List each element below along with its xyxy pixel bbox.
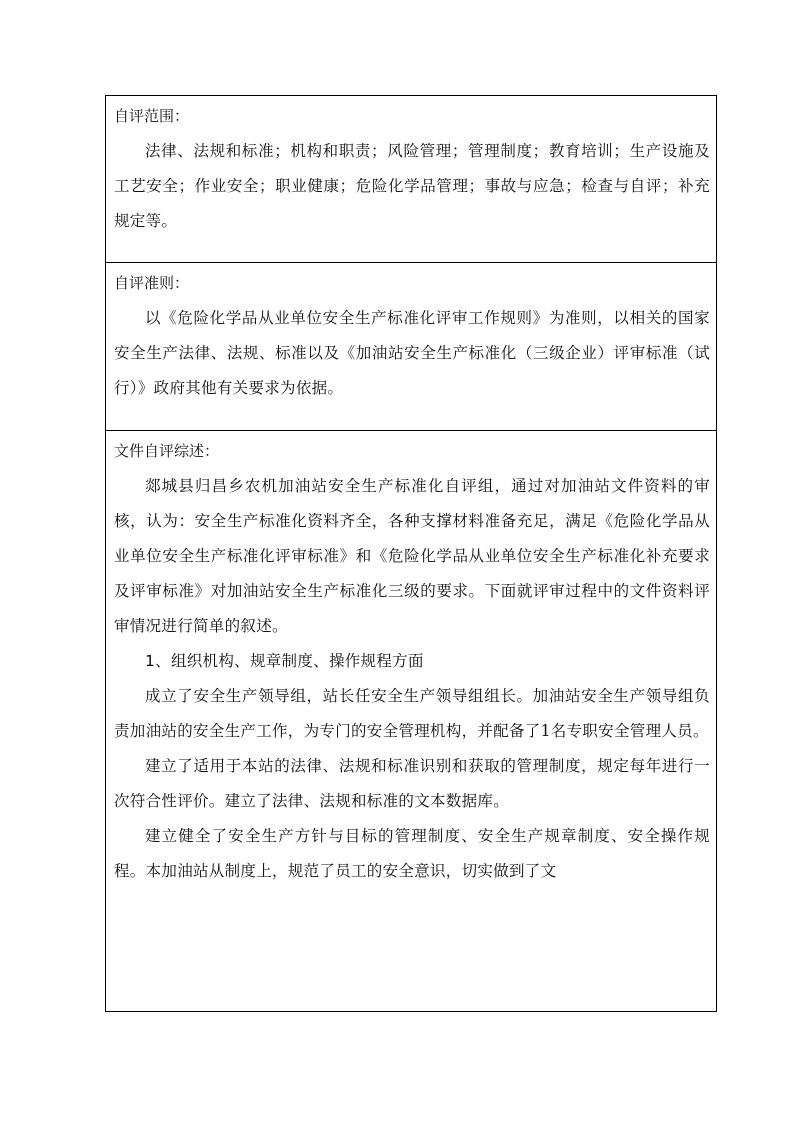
summary-cell: [106, 431, 717, 1012]
scope-title: 自评范围：: [114, 107, 190, 125]
criteria-cell: [106, 263, 717, 431]
scope-row: [106, 96, 717, 263]
organization-paragraph: 成立了安全生产领导组，站长任安全生产领导组组长。加油站安全生产领导组负责加油站的安全生产工作，为专门的安全管理机构，并配备了1名专职安全管理人员。: [114, 687, 710, 740]
criteria-title: 自评准则：: [114, 274, 190, 292]
summary-title: 文件自评综述：: [114, 442, 220, 460]
regulations-paragraph: 建立了适用于本站的法律、法规和标准识别和获取的管理制度，规定每年进行一次符合性评价。建立了法律、法规和标准的文本数据库。: [114, 757, 710, 810]
summary-body: [114, 469, 710, 1009]
scope-paragraph: 法律、法规和标准；机构和职责；风险管理；管理制度；教育培训；生产设施及工艺安全；作业安全；职业健康；危险化学品管理；事故与应急；检查与自评；补充规定等。: [114, 142, 710, 230]
criteria-paragraph: 以《危险化学品从业单位安全生产标准化评审工作规则》为准则，以相关的国家安全生产法律、法规、标准以及《加油站安全生产标准化（三级企业）评审标准（试行）》政府其他有关要求为依据。: [114, 309, 710, 397]
summary-intro-paragraph: 郯城县归昌乡农机加油站安全生产标准化自评组，通过对加油站文件资料的审核，认为：安全生产标准化资料齐全，各种支撑材料准备充足，满足《危险化学品从业单位安全生产标准化评审标准》和《危险化学品从业单位安全生产标准化补充要求及评审标准》对加油站安全生产标准化三级的要求。下面就评审过程中的文件资料评审情况进行简单的叙述。: [114, 477, 710, 635]
rules-paragraph: 建立健全了安全生产方针与目标的管理制度、安全生产规章制度、安全操作规程。本加油站从制度上，规范了员工的安全意识，切实做到了文: [114, 827, 710, 880]
summary-row: [106, 431, 717, 1012]
self-evaluation-table: [105, 95, 717, 1012]
criteria-row: [106, 263, 717, 431]
scope-cell: [106, 96, 717, 263]
section-subheading: 1、组织机构、规章制度、操作规程方面: [145, 652, 424, 670]
